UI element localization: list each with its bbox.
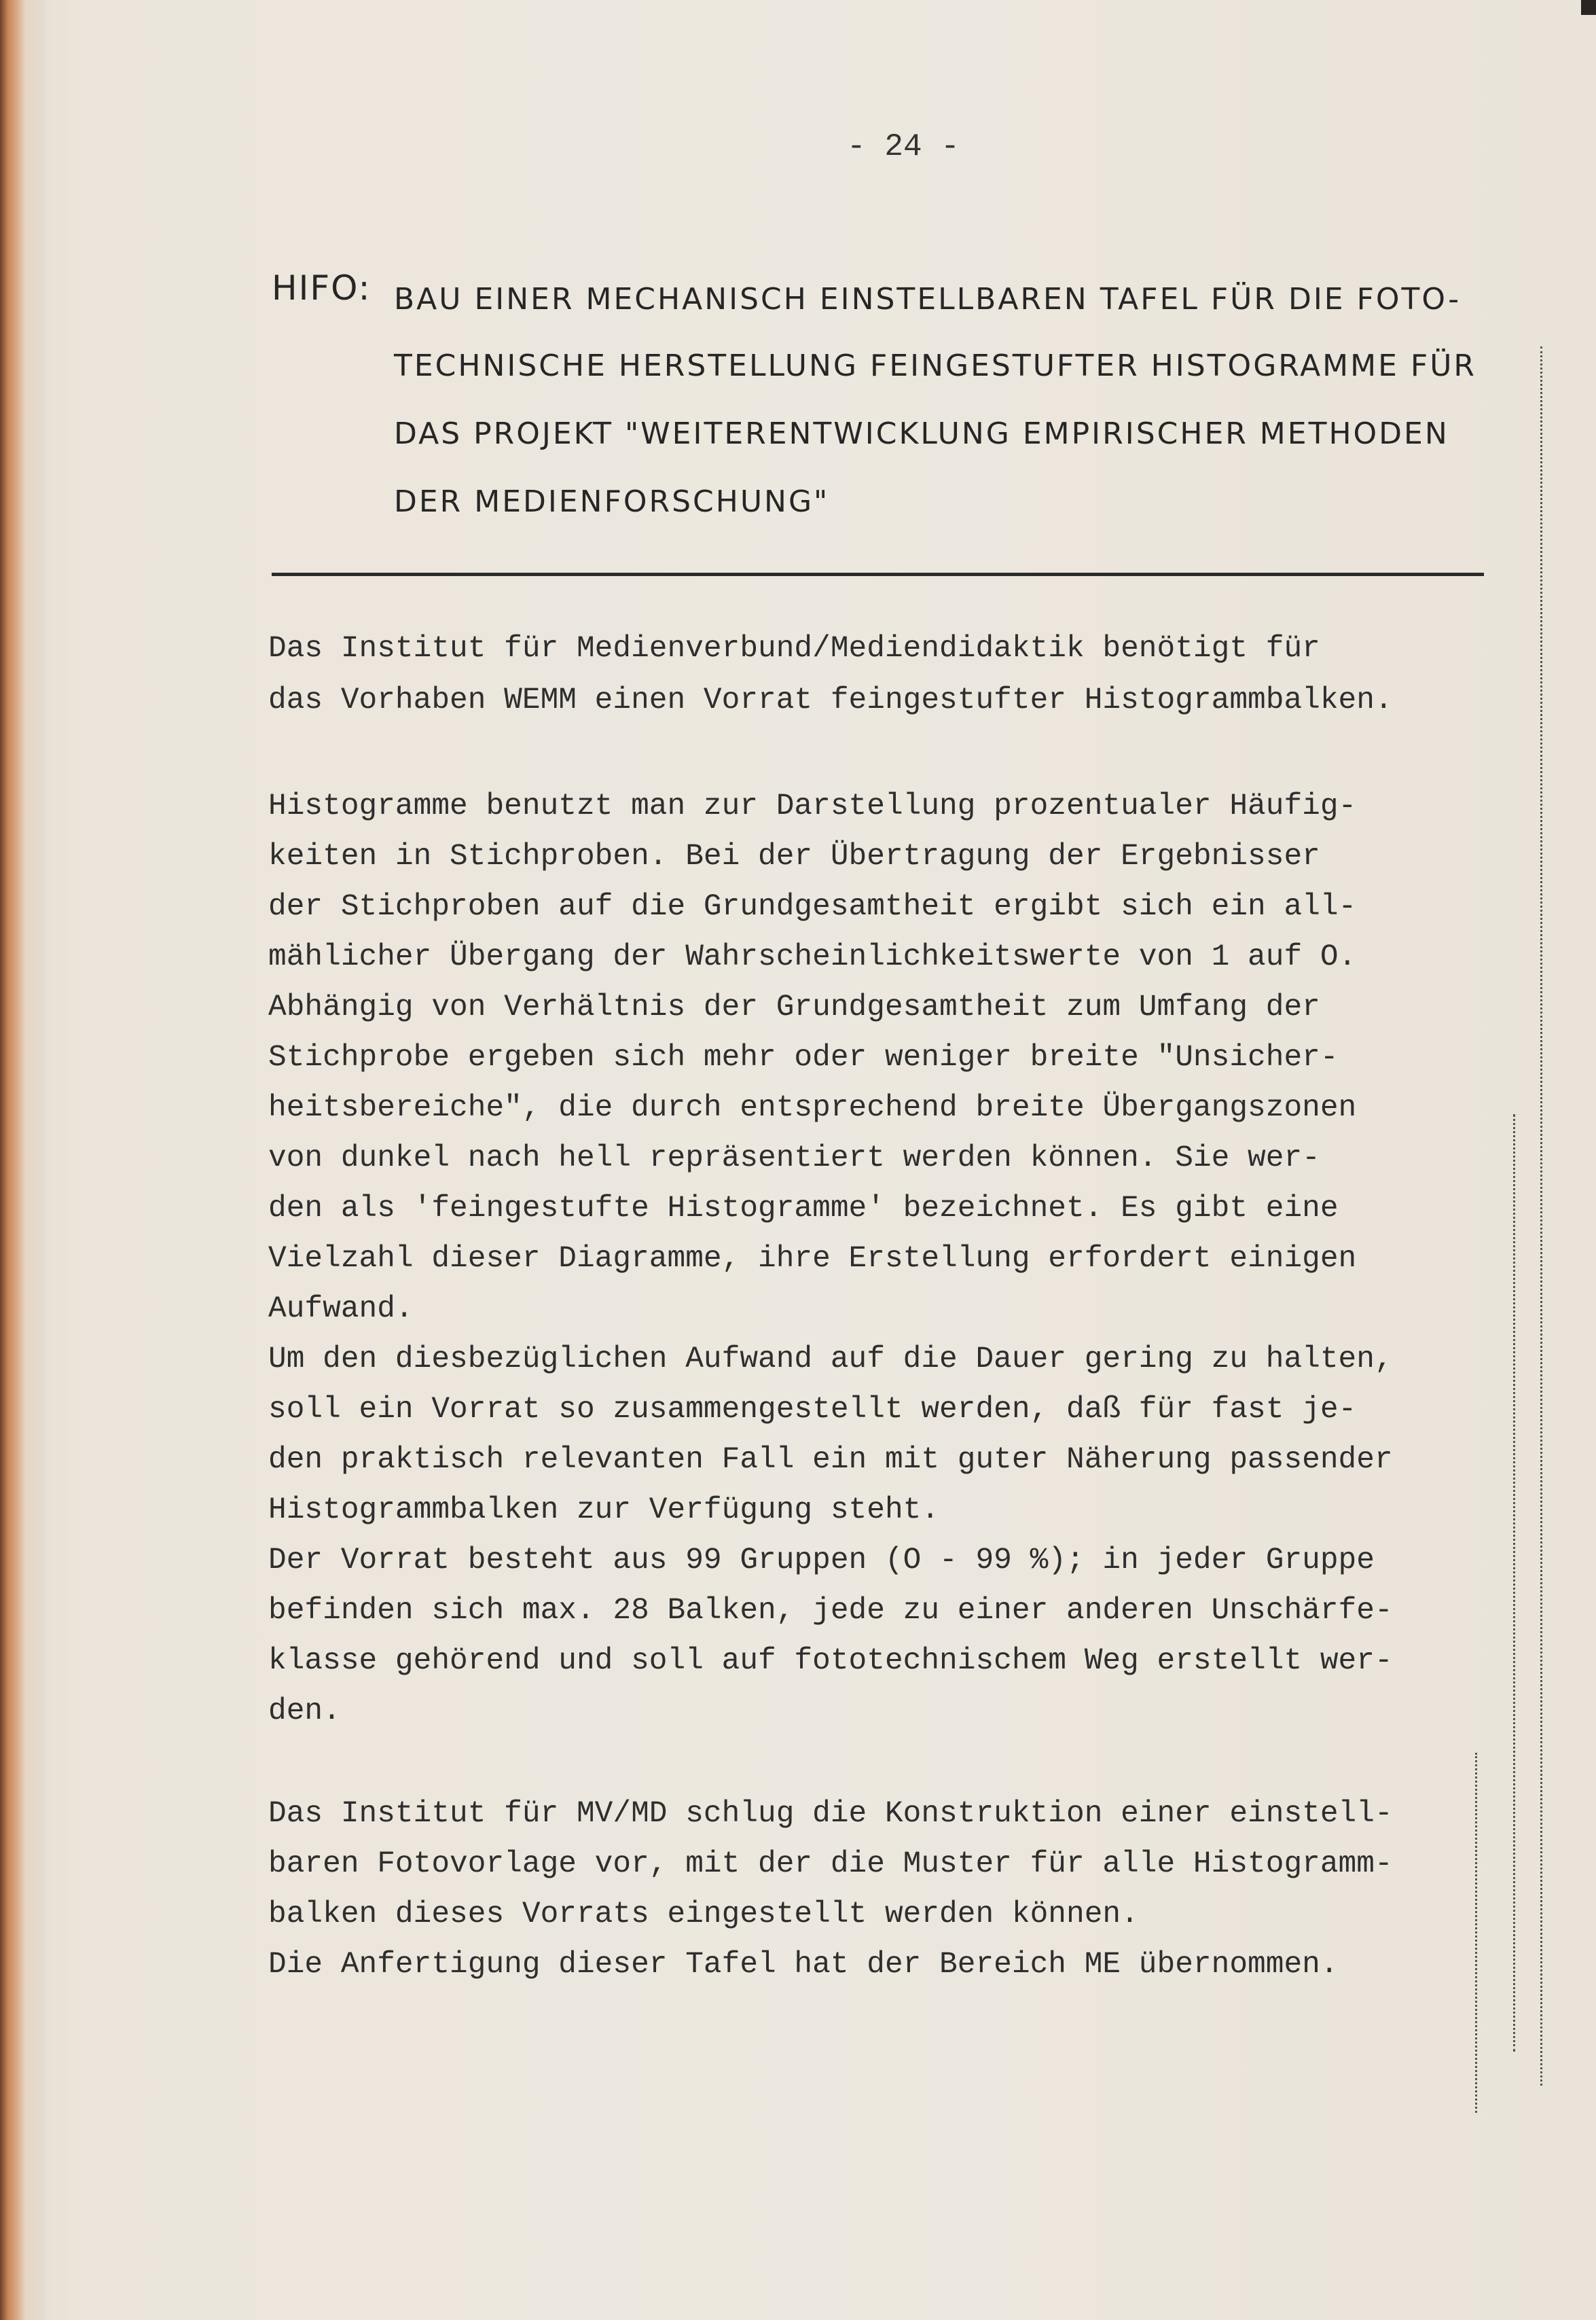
text-line: Stichprobe ergeben sich mehr oder weniger breite "Unsicher- xyxy=(268,1041,1339,1075)
text-line: den praktisch relevanten Fall ein mit guter Näherung passender xyxy=(268,1443,1393,1477)
text-line: Die Anfertigung dieser Tafel hat der Bereich ME übernommen. xyxy=(268,1948,1339,1982)
text-line: keiten in Stichproben. Bei der Übertragung der Ergebnisser xyxy=(268,840,1320,874)
text-line: balken dieses Vorrats eingestellt werden können. xyxy=(268,1897,1139,1931)
text-line: Aufwand. xyxy=(268,1292,414,1326)
text-line: Das Institut für Medienverbund/Mediendidaktik benötigt für xyxy=(268,632,1320,666)
text-line: befinden sich max. 28 Balken, jede zu einer anderen Unschärfe- xyxy=(268,1594,1393,1628)
text-line: heitsbereiche", die durch entsprechend breite Übergangszonen xyxy=(268,1091,1357,1125)
heading-prefix: HIFO: xyxy=(272,268,371,308)
heading-underline xyxy=(272,573,1484,576)
text-line: von dunkel nach hell repräsentiert werden können. Sie wer- xyxy=(268,1141,1320,1175)
text-line: Der Vorrat besteht aus 99 Gruppen (O - 99 %); in jeder Gruppe xyxy=(268,1543,1375,1577)
heading-line: BAU EINER MECHANISCH EINSTELLBAREN TAFEL FÜR DIE FOTO- xyxy=(394,282,1462,317)
heading-line: TECHNISCHE HERSTELLUNG FEINGESTUFTER HISTOGRAMME FÜR xyxy=(394,349,1476,383)
page-binding-edge xyxy=(0,0,45,2320)
text-line: das Vorhaben WEMM einen Vorrat feingestufter Histogrammbalken. xyxy=(268,683,1393,717)
text-line: mählicher Übergang der Wahrscheinlichkeitswerte von 1 auf O. xyxy=(268,940,1357,974)
text-line: Histogramme benutzt man zur Darstellung prozentualer Häufig- xyxy=(268,789,1357,823)
heading-line: DER MEDIENFORSCHUNG" xyxy=(394,484,830,519)
text-line: Vielzahl dieser Diagramme, ihre Erstellung erfordert einigen xyxy=(268,1242,1357,1276)
margin-dotted-line xyxy=(1513,1114,1515,2052)
text-line: klasse gehörend und soll auf fototechnischem Weg erstellt wer- xyxy=(268,1644,1393,1678)
heading-line: DAS PROJEKT "WEITERENTWICKLUNG EMPIRISCHER METHODEN xyxy=(394,416,1449,451)
margin-dotted-line xyxy=(1475,1753,1477,2113)
text-line: den als 'feingestufte Histogramme' bezeichnet. Es gibt eine xyxy=(268,1192,1339,1226)
scan-corner xyxy=(1581,0,1596,15)
page-number: - 24 - xyxy=(847,129,960,164)
margin-dotted-line xyxy=(1540,346,1542,2086)
text-line: Das Institut für MV/MD schlug die Konstruktion einer einstell- xyxy=(268,1797,1393,1831)
text-line: den. xyxy=(268,1694,341,1728)
text-line: Histogrammbalken zur Verfügung steht. xyxy=(268,1493,940,1527)
text-line: Abhängig von Verhältnis der Grundgesamtheit zum Umfang der xyxy=(268,991,1320,1024)
text-line: baren Fotovorlage vor, mit der die Muster für alle Histogramm- xyxy=(268,1847,1393,1881)
text-line: der Stichproben auf die Grundgesamtheit ergibt sich ein all- xyxy=(268,890,1357,924)
text-line: soll ein Vorrat so zusammengestellt werden, daß für fast je- xyxy=(268,1393,1357,1427)
text-line: Um den diesbezüglichen Aufwand auf die Dauer gering zu halten, xyxy=(268,1342,1393,1376)
